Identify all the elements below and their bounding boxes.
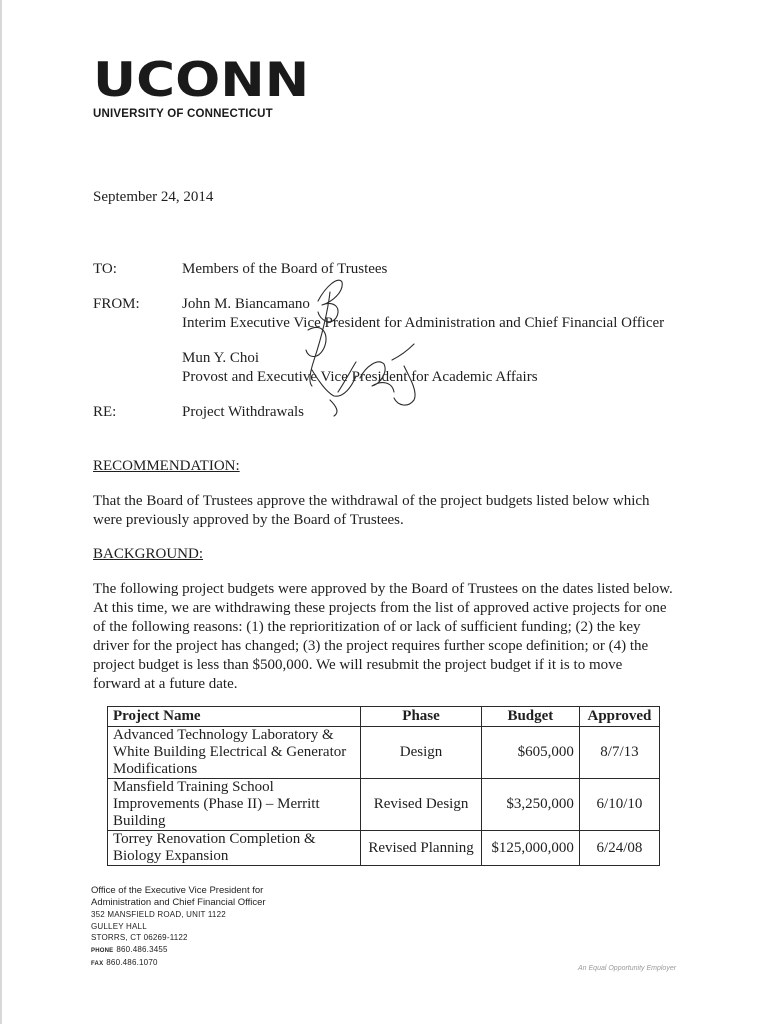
from-label: FROM: bbox=[93, 296, 140, 312]
recommendation-line: That the Board of Trustees approve the withdrawal of the project budgets listed below which bbox=[93, 493, 650, 509]
recommendation-text bbox=[93, 492, 693, 530]
project-name-line: Torrey Renovation Completion & bbox=[113, 831, 316, 847]
background-line: The following project budgets were approved by the Board of Trustees on the dates listed below. bbox=[93, 581, 673, 597]
project-name-line: Biology Expansion bbox=[113, 848, 229, 864]
phase-cell: Revised Design bbox=[361, 779, 482, 831]
phase-cell: Revised Planning bbox=[361, 831, 482, 866]
budget-cell: $605,000 bbox=[481, 727, 579, 779]
phase-cell: Design bbox=[361, 727, 482, 779]
header-budget: Budget bbox=[481, 707, 579, 727]
header-project-name: Project Name bbox=[108, 707, 361, 727]
project-name-cell bbox=[108, 831, 361, 866]
phone-prefix: PHONE bbox=[91, 947, 114, 954]
project-name-line: Mansfield Training School bbox=[113, 779, 274, 795]
project-name-line: Modifications bbox=[113, 761, 198, 777]
office-footer bbox=[91, 885, 266, 971]
background-line: project budget is less than $500,000. We will resubmit the project budget if it is to move bbox=[93, 657, 623, 673]
project-name-cell bbox=[108, 727, 361, 779]
background-heading: BACKGROUND: bbox=[93, 546, 204, 562]
phone-line bbox=[91, 944, 266, 958]
project-name-line: Advanced Technology Laboratory & bbox=[113, 727, 334, 743]
address-line: STORRS, CT 06269-1122 bbox=[91, 933, 188, 942]
memo-date: September 24, 2014 bbox=[93, 189, 214, 205]
office-line: Administration and Chief Financial Officer bbox=[91, 897, 266, 908]
budget-cell: $3,250,000 bbox=[481, 779, 579, 831]
header-phase: Phase bbox=[361, 707, 482, 727]
phone-number: 860.486.3455 bbox=[116, 944, 168, 954]
fax-prefix: FAX bbox=[91, 961, 104, 967]
budget-cell: $125,000,000 bbox=[481, 831, 579, 866]
project-name-cell bbox=[108, 779, 361, 831]
approved-cell: 6/10/10 bbox=[579, 779, 659, 831]
logo-wordmark: UCONN bbox=[93, 53, 310, 108]
logo-institution: UNIVERSITY OF CONNECTICUT bbox=[93, 108, 273, 120]
from-1-name: John M. Biancamano bbox=[182, 296, 310, 312]
background-line: driver for the project has changed; (3) the project requires further scope definition; or (4) the bbox=[93, 638, 649, 654]
from-1-title: Interim Executive Vice President for Administration and Chief Financial Officer bbox=[182, 315, 665, 331]
projects-table bbox=[107, 706, 660, 866]
approved-cell: 8/7/13 bbox=[579, 727, 659, 779]
to-label: TO: bbox=[93, 261, 117, 277]
table-row bbox=[108, 831, 660, 866]
page-edge bbox=[0, 0, 2, 1024]
from-2-name: Mun Y. Choi bbox=[182, 350, 260, 366]
background-text bbox=[93, 580, 693, 694]
to-value: Members of the Board of Trustees bbox=[182, 261, 388, 277]
re-label: RE: bbox=[93, 404, 117, 420]
from-2-title: Provost and Executive Vice President for Academic Affairs bbox=[182, 369, 538, 385]
recommendation-heading: RECOMMENDATION: bbox=[93, 458, 240, 474]
address-line: GULLEY HALL bbox=[91, 921, 147, 931]
table-header-row bbox=[108, 707, 660, 727]
approved-cell: 6/24/08 bbox=[579, 831, 659, 866]
table-row bbox=[108, 727, 660, 779]
address-line: 352 MANSFIELD ROAD, UNIT 1122 bbox=[91, 910, 226, 919]
recommendation-line: were previously approved by the Board of Trustees. bbox=[93, 512, 404, 528]
re-value: Project Withdrawals bbox=[182, 404, 305, 420]
background-line: of the following reasons: (1) the reprioritization of or lack of sufficient funding; (2) the key bbox=[93, 619, 641, 635]
table-row bbox=[108, 779, 660, 831]
uconn-logo bbox=[93, 53, 310, 120]
header-approved: Approved bbox=[579, 707, 659, 727]
fax-line bbox=[91, 957, 266, 971]
background-line: At this time, we are withdrawing these projects from the list of approved active projects for one bbox=[93, 600, 667, 616]
fax-number: 860.486.1070 bbox=[106, 958, 158, 967]
equal-opportunity-note: An Equal Opportunity Employer bbox=[578, 965, 677, 972]
office-line: Office of the Executive Vice President for bbox=[91, 885, 264, 896]
project-name-line: Building bbox=[113, 813, 166, 829]
project-name-line: White Building Electrical & Generator bbox=[113, 744, 347, 760]
project-name-line: Improvements (Phase II) – Merritt bbox=[113, 796, 320, 812]
background-line: forward at a future date. bbox=[93, 676, 238, 692]
